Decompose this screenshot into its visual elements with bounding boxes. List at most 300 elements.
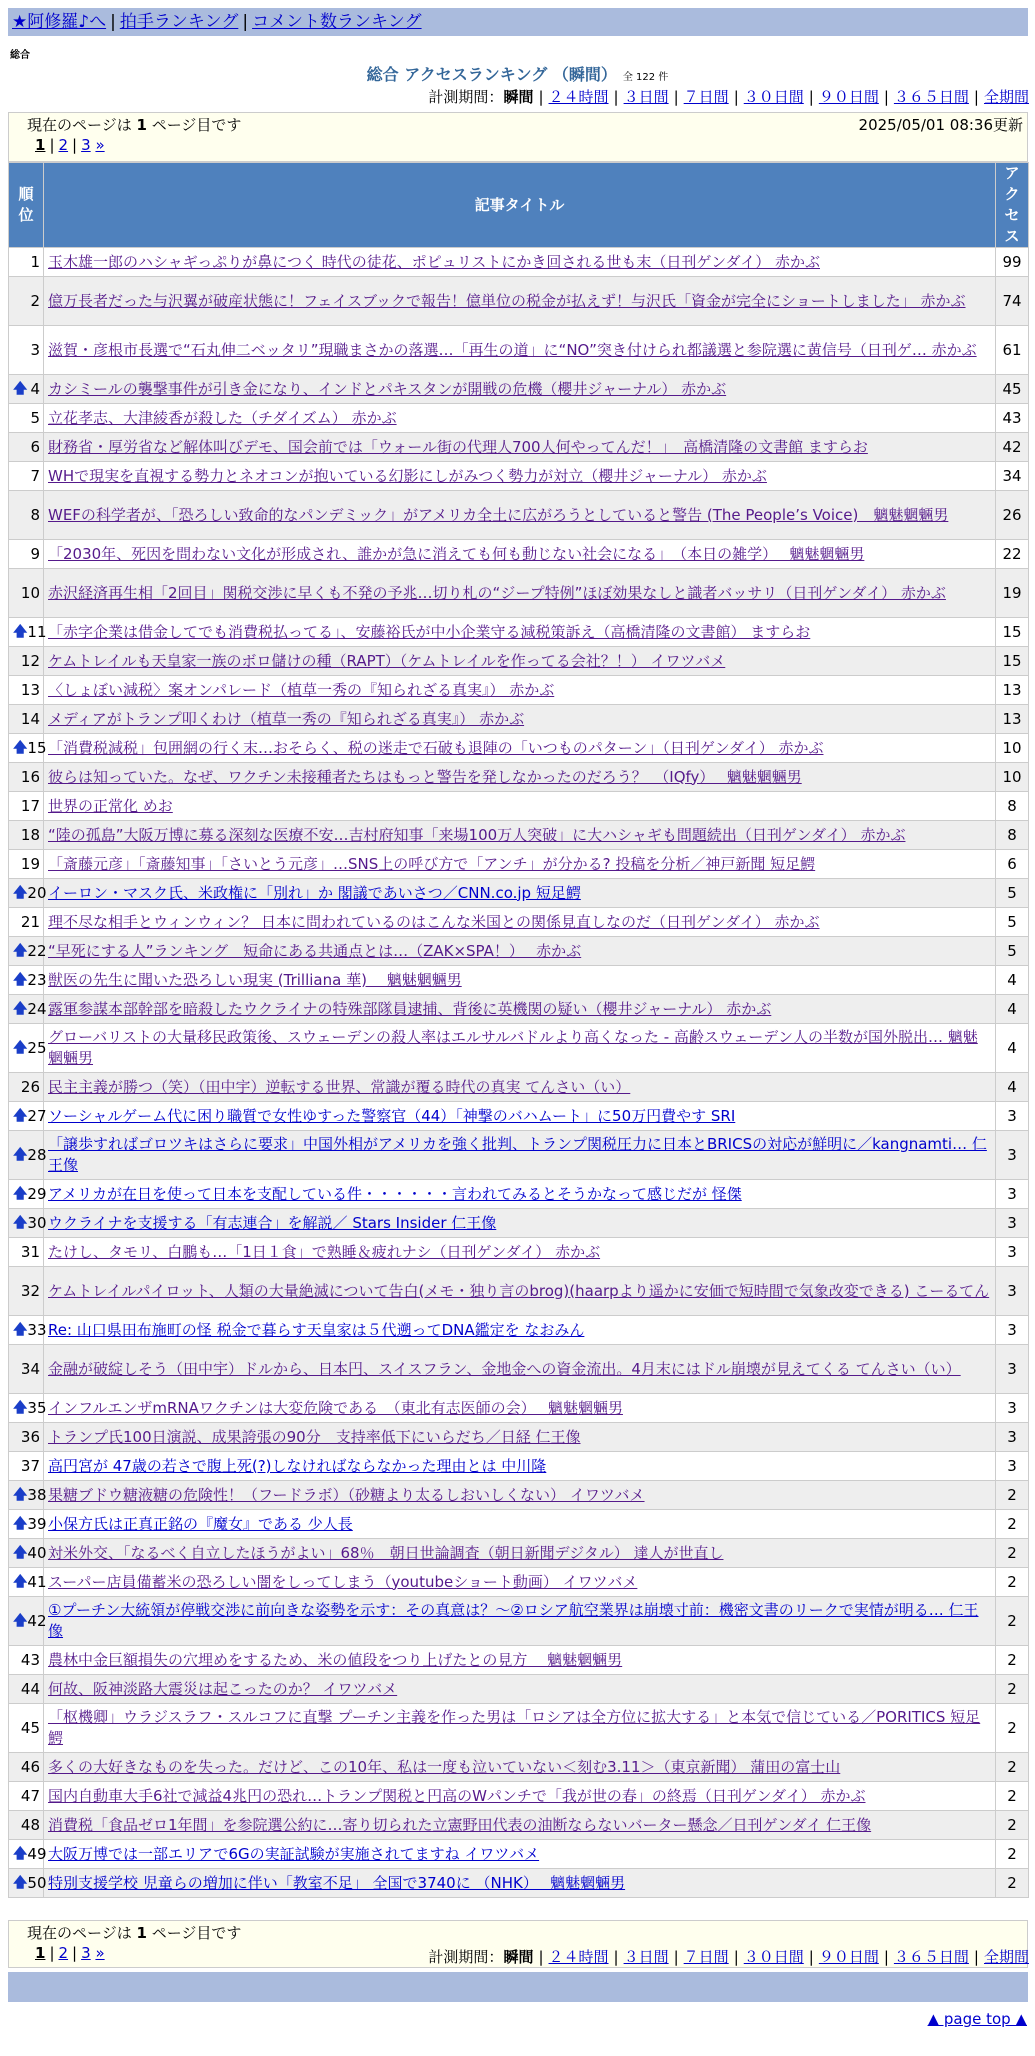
rank-cell — [9, 491, 44, 540]
access-count: 8 — [996, 792, 1029, 821]
title-cell — [44, 277, 996, 326]
pagination-separator: | — [72, 1944, 78, 1962]
up-arrow-icon: 🡅 — [13, 1321, 28, 1338]
rank-number: 17 — [20, 796, 40, 815]
period-separator: | — [538, 1948, 544, 1966]
title-cell — [44, 1131, 996, 1180]
article-title-link[interactable]: 赤沢経済再生相「2回目」関税交渉に早くも不発の予兆…切り札の“ジープ特例”ほぼ効果なしと識者バッサリ（日刊ゲンダイ） 赤かぶ — [48, 583, 946, 602]
article-title-link[interactable]: 財務省・厚労省など解体叫びデモ、国会前では「ウォール街の代理人700人何やってんだ！」 高橋清隆の文書館 ますらお — [48, 437, 868, 456]
period-option-link[interactable]: ３日間 — [623, 1948, 669, 1966]
rank-number: 49 — [27, 1844, 47, 1863]
title-cell — [44, 326, 996, 375]
rank-number: 11 — [27, 622, 47, 641]
article-title-link[interactable]: スーパー店員備蓄米の恐ろしい闇をしってしまう（youtubeショート動画） イワツバメ — [48, 1572, 638, 1591]
table-row — [9, 1811, 1029, 1840]
article-title-link[interactable]: 高円宮が 47歳の若さで腹上死(?)しなければならなかった理由とは 中川隆 — [48, 1456, 547, 1475]
period-separator: | — [808, 1948, 814, 1966]
rank-number: 29 — [27, 1184, 47, 1203]
paging-box-top — [8, 112, 1028, 162]
article-title-link[interactable]: 〈しょぼい減税〉案オンパレード（植草一秀の『知られざる真実』） 赤かぶ — [48, 680, 555, 699]
rank-cell — [9, 1238, 44, 1267]
table-row — [9, 1753, 1029, 1782]
article-title-link[interactable]: Re: 山口県田布施町の怪 税金で暮らす天皇家は５代遡ってDNA鑑定を なおみん — [48, 1320, 585, 1339]
access-count: 43 — [996, 404, 1029, 433]
rank-number: 32 — [20, 1281, 40, 1300]
article-title-link[interactable]: ソーシャルゲーム代に困り職質で女性ゆすった警察官（44）「神撃のバハムート」に50万円費やす SRI — [48, 1106, 736, 1125]
period-selector-bottom — [428, 1946, 1029, 1967]
rank-cell — [9, 1394, 47, 1423]
article-title-link[interactable]: アメリカが在日を使って日本を支配している件・・・・・・言われてみるとそうかなって感じだが 怪傑 — [48, 1184, 742, 1203]
period-option-link[interactable]: 全期間 — [983, 88, 1029, 106]
article-title-link[interactable]: 小保方氏は正真正銘の『魔女』である 少人長 — [48, 1514, 353, 1533]
access-count: 2 — [996, 1646, 1029, 1675]
rank-number: 39 — [27, 1514, 47, 1533]
rank-number: 15 — [27, 738, 47, 757]
rank-number: 23 — [27, 970, 47, 989]
period-label: 計測期間： — [428, 88, 504, 106]
table-row — [9, 375, 1029, 404]
access-count: 4 — [996, 966, 1029, 995]
up-arrow-icon: 🡅 — [13, 1000, 28, 1017]
table-row — [9, 1510, 1029, 1539]
article-title-link[interactable]: “陸の孤島”大阪万博に募る深刻な医療不安…吉村府知事「来場100万人突破」に大ハシャギも問題続出（日刊ゲンダイ） 赤かぶ — [48, 825, 906, 844]
pagination-link[interactable]: 3 — [81, 1944, 91, 1962]
period-option-link[interactable]: ９０日間 — [818, 88, 879, 106]
rank-number: 7 — [30, 466, 40, 485]
table-row — [9, 1345, 1029, 1394]
page-heading — [0, 62, 1035, 85]
title-cell — [44, 1024, 996, 1073]
table-row — [9, 540, 1029, 569]
title-cell — [44, 1811, 996, 1840]
table-row — [9, 1597, 1029, 1646]
rank-cell — [9, 277, 44, 326]
current-page-number: 1 — [136, 1924, 147, 1942]
rank-cell — [9, 1753, 44, 1782]
title-cell — [44, 937, 996, 966]
title-cell — [44, 1394, 996, 1423]
nav-clap-ranking-link[interactable]: 拍手ランキング — [119, 12, 239, 32]
access-count: 8 — [996, 821, 1029, 850]
table-row — [9, 676, 1029, 705]
up-arrow-icon: 🡅 — [13, 1214, 28, 1231]
article-title-link[interactable]: 「譲歩すればゴロツキはさらに要求」中国外相がアメリカを強く批判、トランプ関税圧力に日本とBRICSの対応が鮮明に／kangnamti… 仁王像 — [48, 1135, 987, 1174]
rank-number: 41 — [27, 1572, 47, 1591]
table-row — [9, 1238, 1029, 1267]
rank-number: 20 — [27, 883, 47, 902]
rank-number: 22 — [27, 941, 47, 960]
title-cell — [44, 1073, 996, 1102]
access-count: 3 — [996, 1209, 1029, 1238]
article-title-link[interactable]: インフルエンザmRNAワクチンは大変危険である （東北有志医師の会） 魑魅魍魎男 — [48, 1398, 623, 1417]
nav-separator: | — [110, 12, 116, 32]
access-count: 5 — [996, 937, 1029, 966]
access-count: 4 — [996, 1073, 1029, 1102]
table-row — [9, 1209, 1029, 1238]
article-title-link[interactable]: カシミールの襲撃事件が引き金になり、インドとパキスタンが開戦の危機（櫻井ジャーナル） 赤かぶ — [48, 379, 727, 398]
updated-timestamp: 2025/05/01 08:36更新 — [858, 116, 1023, 134]
pagination — [27, 135, 1009, 155]
period-option-link[interactable]: ３０日間 — [743, 88, 804, 106]
rank-cell — [9, 763, 44, 792]
article-title-link[interactable]: 滋賀・彦根市長選で“石丸伸二ベッタリ”現職まさかの落選…「再生の道」に“NO”突き付けられ都議選と参院選に黄信号（日刊ゲ… 赤かぶ — [48, 340, 977, 359]
title-cell — [44, 966, 996, 995]
rank-number: 33 — [27, 1320, 47, 1339]
table-row — [9, 248, 1029, 277]
article-title-link[interactable]: 「消費税減税」包囲網の行く末…おそらく、税の迷走で石破も退陣の「いつものパターン」（日刊ゲンダイ） 赤かぶ — [48, 738, 824, 757]
table-row — [9, 908, 1029, 937]
period-separator: | — [733, 1948, 739, 1966]
access-count: 3 — [996, 1180, 1029, 1209]
period-separator: | — [883, 88, 889, 106]
rank-cell — [9, 1180, 47, 1209]
period-separator: | — [733, 88, 739, 106]
table-row — [9, 763, 1029, 792]
access-count: 22 — [996, 540, 1029, 569]
article-title-link[interactable]: 億万長者だった与沢翼が破産状態に！フェイスブックで報告！億単位の税金が払えず！与沢氏「資金が完全にショートしました」 赤かぶ — [48, 291, 966, 310]
article-title-link[interactable]: 多くの大好きなものを失った。だけど、この10年、私は一度も泣いていない＜刻む3.11＞（東京新聞） 蒲田の富士山 — [48, 1757, 841, 1776]
period-separator: | — [613, 1948, 619, 1966]
title-cell — [44, 1646, 996, 1675]
up-arrow-icon: 🡅 — [13, 1146, 28, 1163]
access-count: 3 — [996, 1423, 1029, 1452]
title-cell — [44, 1452, 996, 1481]
rank-cell — [9, 1316, 47, 1345]
period-option-link[interactable]: ３６５日間 — [893, 1948, 969, 1966]
rank-cell — [9, 734, 47, 763]
rank-cell — [9, 1073, 44, 1102]
rank-cell — [9, 1102, 47, 1131]
period-option-link[interactable]: ３０日間 — [743, 1948, 804, 1966]
access-count: 13 — [996, 705, 1029, 734]
article-title-link[interactable]: ケムトレイルも天皇家一族のボロ儲けの種（RAPT）（ケムトレイルを作ってる会社？！） イワツバメ — [48, 651, 726, 670]
access-count: 15 — [996, 618, 1029, 647]
rank-cell — [9, 1840, 47, 1869]
rank-number: 6 — [30, 437, 40, 456]
footer-bar — [8, 1972, 1028, 2002]
pagination-link[interactable]: 2 — [58, 136, 69, 154]
rank-cell — [9, 1209, 47, 1238]
pagination-next-link[interactable]: » — [95, 1944, 105, 1962]
title-cell — [44, 995, 996, 1024]
period-separator: | — [673, 1948, 679, 1966]
table-row — [9, 705, 1029, 734]
table-row — [9, 879, 1029, 908]
pagination-next-link[interactable]: » — [95, 136, 105, 154]
access-count: 19 — [996, 569, 1029, 618]
rank-number: 43 — [20, 1650, 40, 1669]
up-arrow-icon: 🡅 — [13, 739, 28, 756]
rank-cell — [9, 1597, 47, 1646]
up-arrow-icon: 🡅 — [13, 1845, 28, 1862]
rank-cell — [9, 1539, 47, 1568]
article-title-link[interactable]: 特別支援学校 児童らの増加に伴い「教室不足」 全国で3740に （NHK） 魑魅魍魎男 — [48, 1873, 626, 1892]
up-arrow-icon: 🡅 — [13, 623, 28, 640]
article-title-link[interactable]: 農林中金巨額損失の穴埋めをするため、米の値段をつり上げたとの見方 魑魅魍魎男 — [48, 1650, 623, 1669]
title-cell — [44, 1840, 996, 1869]
rank-number: 30 — [27, 1213, 47, 1232]
title-cell — [44, 676, 996, 705]
rank-cell — [9, 879, 47, 908]
rank-number: 28 — [27, 1145, 47, 1164]
rank-cell — [9, 792, 44, 821]
rank-number: 24 — [27, 999, 47, 1018]
article-title-link[interactable]: グローバリストの大量移民政策後、スウェーデンの殺人率はエルサルバドルより高くなった - 高齢スウェーデン人の半数が国外脱出… 魑魅魍魎男 — [48, 1028, 978, 1067]
access-count: 13 — [996, 676, 1029, 705]
rank-cell — [9, 1345, 44, 1394]
access-count: 3 — [996, 1238, 1029, 1267]
current-page-text: 現在のページは 1 ページ目です — [27, 116, 242, 134]
page-top-link[interactable]: ▲ page top ▲ — [927, 2010, 1027, 2028]
nav-home-link[interactable]: ★阿修羅♪へ — [12, 12, 107, 32]
rank-cell — [9, 676, 44, 705]
article-title-link[interactable]: 消費税「食品ゼロ1年間」を参院選公約に…寄り切られた立憲野田代表の油断ならないバーター懸念／日刊ゲンダイ 仁王像 — [48, 1815, 872, 1834]
column-header-rank: 順 位 — [9, 163, 44, 248]
article-title-link[interactable]: WEFの科学者が、「恐ろしい致命的なパンデミック」がアメリカ全土に広がろうとしていると警告 (The People’s Voice) 魑魅魍魎男 — [48, 505, 949, 524]
rank-number: 16 — [20, 767, 40, 786]
access-count: 3 — [996, 1102, 1029, 1131]
access-count: 26 — [996, 491, 1029, 540]
title-cell — [44, 1704, 996, 1753]
table-row — [9, 734, 1029, 763]
access-count: 2 — [996, 1753, 1029, 1782]
article-title-link[interactable]: メディアがトランプ叩くわけ（植草一秀の『知られざる真実』） 赤かぶ — [48, 709, 525, 728]
pagination-separator: | — [72, 136, 78, 154]
article-title-link[interactable]: 獣医の先生に聞いた恐ろしい現実 (Trilliana 華) 魑魅魍魎男 — [48, 970, 462, 989]
table-row — [9, 1869, 1029, 1898]
column-header-access: ア ク セ ス — [996, 163, 1029, 248]
up-arrow-icon: 🡅 — [13, 1107, 28, 1124]
period-option-link[interactable]: ３日間 — [623, 88, 669, 106]
article-title-link[interactable]: トランプ氏100日演説、成果誇張の90分 支持率低下にいらだち／日経 仁王像 — [48, 1427, 581, 1446]
access-count: 2 — [996, 1568, 1029, 1597]
table-row — [9, 1646, 1029, 1675]
article-title-link[interactable]: 対米外交、「なるべく自立したほうがよい」68％ 朝日世論調査（朝日新聞デジタル） 達人が世直し — [48, 1543, 724, 1562]
article-title-link[interactable]: 国内自動車大手6社で減益4兆円の恐れ…トランプ関税と円高のWパンチで「我が世の春」の終焉（日刊ゲンダイ） 赤かぶ — [48, 1786, 866, 1805]
rank-cell — [9, 462, 44, 491]
page-title: 総合 アクセスランキング （瞬間） — [366, 65, 617, 84]
article-title-link[interactable]: 民主主義が勝つ（笑）（田中宇）逆転する世界、常識が覆る時代の真実 てんさい（い） — [48, 1077, 631, 1096]
rank-number: 1 — [30, 252, 40, 271]
period-separator: | — [883, 1948, 889, 1966]
rank-cell — [9, 1646, 44, 1675]
period-option-link[interactable]: ３６５日間 — [893, 88, 969, 106]
article-title-link[interactable]: ウクライナを支援する「有志連合」を解説／ Stars Insider 仁王像 — [48, 1213, 497, 1232]
rank-number: 18 — [20, 825, 40, 844]
title-cell — [44, 1539, 996, 1568]
article-title-link[interactable]: 金融が破綻しそう（田中宇）ドルから、日本円、スイスフラン、金地金への資金流出。4月末にはドル崩壊が見えてくる てんさい（い） — [48, 1359, 961, 1378]
rank-number: 27 — [27, 1106, 47, 1125]
table-row — [9, 821, 1029, 850]
rank-number: 12 — [20, 651, 40, 670]
title-cell — [44, 1238, 996, 1267]
title-cell — [44, 375, 996, 404]
up-arrow-icon: 🡅 — [13, 1185, 28, 1202]
rank-number: 25 — [27, 1038, 47, 1057]
pagination-current: 1 — [35, 136, 46, 154]
article-title-link[interactable]: 立花孝志、大津綾香が殺した（チダイズム） 赤かぶ — [48, 408, 397, 427]
article-title-link[interactable]: 「斎藤元彦」「斎藤知事」「さいとう元彦」…SNS上の呼び方で「アンチ」が分かる? 投稿を分析／神戸新聞 短足鰐 — [48, 854, 816, 873]
access-count: 45 — [996, 375, 1029, 404]
access-count: 4 — [996, 995, 1029, 1024]
article-title-link[interactable]: 露軍参謀本部幹部を暗殺したウクライナの特殊部隊員逮捕、背後に英機関の疑い（櫻井ジャーナル） 赤かぶ — [48, 999, 772, 1018]
rank-number: 44 — [20, 1679, 40, 1698]
table-row — [9, 1102, 1029, 1131]
pagination-link[interactable]: 3 — [81, 136, 91, 154]
table-row — [9, 1452, 1029, 1481]
access-count: 2 — [996, 1840, 1029, 1869]
rank-number: 31 — [20, 1242, 40, 1261]
access-count: 42 — [996, 433, 1029, 462]
access-count: 3 — [996, 1131, 1029, 1180]
article-title-link[interactable]: ①プーチン大統領が停戦交渉に前向きな姿勢を示す：その真意は？〜②ロシア航空業界は崩壊寸前：機密文書のリークで実情が明る… 仁王像 — [48, 1601, 979, 1640]
rank-cell — [9, 647, 44, 676]
nav-comment-ranking-link[interactable]: コメント数ランキング — [252, 12, 422, 32]
title-cell — [44, 1782, 996, 1811]
title-cell — [44, 404, 996, 433]
rank-cell — [9, 433, 44, 462]
rank-number: 2 — [30, 291, 40, 310]
access-count: 15 — [996, 647, 1029, 676]
period-option-link[interactable]: ７日間 — [683, 1948, 729, 1966]
article-title-link[interactable]: “早死にする人”ランキング 短命にある共通点とは…（ZAK×SPA！） 赤かぶ — [48, 941, 582, 960]
rank-cell — [9, 705, 44, 734]
rank-number: 19 — [20, 854, 40, 873]
access-count: 5 — [996, 879, 1029, 908]
rank-cell — [9, 248, 44, 277]
rank-number: 21 — [20, 912, 40, 931]
rank-number: 13 — [20, 680, 40, 699]
rank-number: 10 — [20, 583, 40, 602]
article-title-link[interactable]: 理不尽な相手とウィンウィン？ 日本に問われているのはこんな米国との関係見直しなのだ（日刊ゲンダイ） 赤かぶ — [48, 912, 820, 931]
period-separator: | — [538, 88, 544, 106]
column-header-title: 記事タイトル — [44, 163, 996, 248]
rank-number: 5 — [30, 408, 40, 427]
access-count: 2 — [996, 1704, 1029, 1753]
title-cell — [44, 248, 996, 277]
table-row — [9, 647, 1029, 676]
access-count: 2 — [996, 1869, 1029, 1898]
table-row — [9, 1423, 1029, 1452]
rank-cell — [9, 1481, 47, 1510]
up-arrow-icon: 🡅 — [13, 1486, 28, 1503]
rank-number: 34 — [20, 1359, 40, 1378]
up-arrow-icon: 🡅 — [13, 1612, 28, 1629]
table-row — [9, 1131, 1029, 1180]
article-title-link[interactable]: ケムトレイルパイロット、人類の大量絶滅について告白(メモ・独り言のbrog)(haarpより遥かに安価で短時間で気象改変できる) こーるてん — [48, 1281, 990, 1300]
period-option-link[interactable]: 全期間 — [983, 1948, 1029, 1966]
article-title-link[interactable]: 「赤字企業は借金してでも消費税払ってる」、安藤裕氏が中小企業守る減税策訴え（高橋清隆の文書館） ますらお — [48, 622, 811, 641]
table-row — [9, 1568, 1029, 1597]
table-row — [9, 462, 1029, 491]
rank-cell — [9, 375, 44, 404]
title-cell — [44, 821, 996, 850]
period-option-link[interactable]: ２４時間 — [548, 88, 609, 106]
rank-number: 42 — [27, 1611, 47, 1630]
rank-cell — [9, 1782, 44, 1811]
up-arrow-icon: 🡅 — [13, 1874, 28, 1891]
rank-number: 47 — [20, 1786, 40, 1805]
title-cell — [44, 850, 996, 879]
up-arrow-icon: 🡅 — [13, 1544, 28, 1561]
rank-number: 8 — [30, 505, 40, 524]
rank-cell — [9, 821, 44, 850]
article-title-link[interactable]: イーロン・マスク氏、米政権に「別れ」か 閣議であいさつ／CNN.co.jp 短足鰐 — [48, 883, 581, 902]
access-count: 2 — [996, 1539, 1029, 1568]
period-option-link[interactable]: ９０日間 — [818, 1948, 879, 1966]
article-title-link[interactable]: 彼らは知っていた。なぜ、ワクチン未接種者たちはもっと警告を発しなかったのだろう？ （IQfy） 魑魅魍魎男 — [48, 767, 802, 786]
period-option-link[interactable]: ２４時間 — [548, 1948, 609, 1966]
rank-number: 45 — [20, 1718, 40, 1737]
rank-cell — [9, 1811, 44, 1840]
pagination-link[interactable]: 2 — [58, 1944, 69, 1962]
rank-cell — [9, 326, 44, 375]
table-row — [9, 1024, 1029, 1073]
article-title-link[interactable]: 何故、阪神淡路大震災は起こったのか？ イワツバメ — [48, 1679, 398, 1698]
table-row — [9, 433, 1029, 462]
table-row — [9, 1675, 1029, 1704]
table-row — [9, 937, 1029, 966]
article-title-link[interactable]: WHで現実を直視する勢力とネオコンが抱いている幻影にしがみつく勢力が対立（櫻井ジャーナル） 赤かぶ — [48, 466, 767, 485]
table-row — [9, 404, 1029, 433]
rank-cell — [9, 1675, 44, 1704]
article-title-link[interactable]: 大阪万博では一部エリアで6Gの実証試験が実施されてますね イワツバメ — [48, 1844, 540, 1863]
article-title-link[interactable]: 「2030年、死因を問わない文化が形成され、誰かが急に消えても何も動じない社会になる」 （本日の雑学） 魑魅魍魎男 — [48, 544, 865, 563]
title-cell — [44, 1102, 996, 1131]
title-cell — [44, 569, 996, 618]
access-count: 2 — [996, 1811, 1029, 1840]
table-row — [9, 1316, 1029, 1345]
total-count: 全 122 件 — [622, 72, 669, 83]
access-count: 6 — [996, 850, 1029, 879]
pagination-separator: | — [49, 136, 55, 154]
title-cell — [44, 540, 996, 569]
rank-number: 38 — [27, 1485, 47, 1504]
table-row — [9, 1481, 1029, 1510]
access-count: 61 — [996, 326, 1029, 375]
rank-number: 50 — [27, 1873, 47, 1892]
nav-separator: | — [242, 12, 249, 32]
article-title-link[interactable]: たけし、タモリ、白鵬も…「1日１食」で熟睡＆疲れナシ（日刊ゲンダイ） 赤かぶ — [48, 1242, 601, 1261]
rank-cell — [9, 618, 47, 647]
table-row — [9, 277, 1029, 326]
table-row — [9, 1073, 1029, 1102]
article-title-link[interactable]: 「枢機卿」ウラジスラフ・スルコフに直撃 プーチン主義を作った男は「ロシアは全方位に拡大する」と本気で信じている／PORITICS 短足鰐 — [48, 1708, 981, 1747]
title-cell — [44, 763, 996, 792]
access-count: 34 — [996, 462, 1029, 491]
access-count: 3 — [996, 1345, 1029, 1394]
up-arrow-icon: 🡅 — [13, 884, 28, 901]
table-row — [9, 966, 1029, 995]
rank-cell — [9, 569, 44, 618]
title-cell — [44, 1316, 996, 1345]
title-cell — [44, 618, 996, 647]
title-cell — [44, 705, 996, 734]
period-option-link[interactable]: ７日間 — [683, 88, 729, 106]
rank-number: 46 — [20, 1757, 40, 1776]
article-title-link[interactable]: 世界の正常化 めお — [48, 796, 173, 815]
title-cell — [44, 1267, 996, 1316]
access-count: 2 — [996, 1675, 1029, 1704]
rank-number: 14 — [20, 709, 40, 728]
table-row — [9, 1704, 1029, 1753]
article-title-link[interactable]: 果糖ブドウ糖液糖の危険性！（フードラボ）（砂糖より太るしおいしくない） イワツバメ — [48, 1485, 645, 1504]
title-cell — [44, 1510, 996, 1539]
table-row — [9, 1539, 1029, 1568]
title-cell — [44, 462, 996, 491]
table-row — [9, 1394, 1029, 1423]
article-title-link[interactable]: 玉木雄一郎のハシャギっぷりが鼻につく 時代の徒花、ポピュリストにかき回される世も末（日刊ゲンダイ） 赤かぶ — [48, 252, 820, 271]
